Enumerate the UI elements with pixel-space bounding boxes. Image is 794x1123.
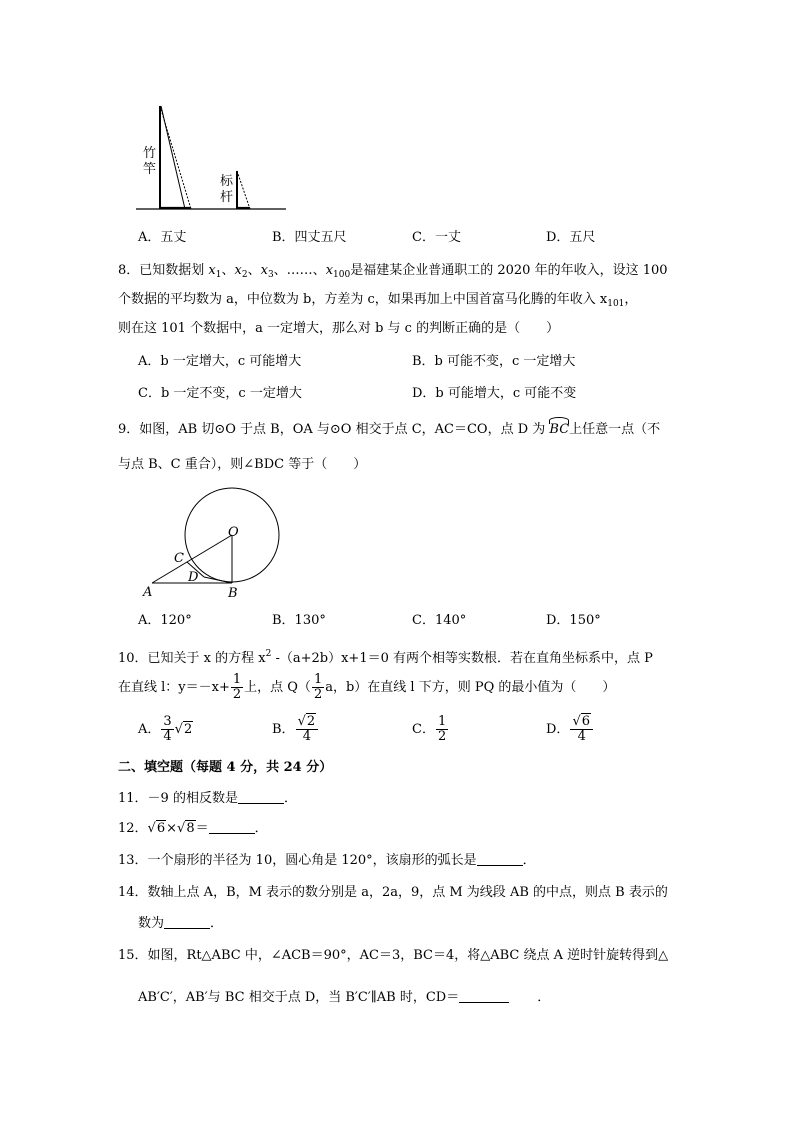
q9-stem-start: 9．如图，AB 切⊙O 于点 B，OA 与⊙O 相交于点 C，AC＝CO，点 D 为 [118,422,550,437]
q8-stem-rest: 是福建某企业普通职工的 2020 年的年收入，设这 100 [350,263,668,278]
marker-label-char-1: 标 [220,174,234,189]
q13-answer-blank[interactable] [477,852,523,866]
q10-line2-mid: 上，点 Q（ [244,680,311,695]
q10-half-fraction-2: $\frac{1}{2}$ [313,672,323,702]
q15-line-2: AB′C′，AB′与 BC 相交于点 D，当 B′C′∥AB 时，CD＝ ． [138,990,551,1005]
q8-stem-line2: 个数据的平均数为 a，中位数为 b，方差为 c，如果再加上中国首富马化腾的年收入 x [118,292,608,307]
bamboo-solid-ray [161,106,185,209]
q9-label-o: O [228,525,239,540]
q9-figure [140,490,290,600]
q14-answer-blank[interactable] [164,915,210,929]
q9-option-c[interactable]: C．140° [412,613,467,628]
q10-stem-rest: -（a+2b）x+1＝0 有两个相等实数根．若在直角坐标系中，点 P [271,651,653,666]
q9-line-2: 与点 B、C 重合），则∠BDC 等于（ ） [118,457,367,472]
q9-label-a: A [143,585,153,600]
q10-line2-end: a，b）在直线 l 下方，则 PQ 的最小值为（ ） [325,680,616,695]
q10-option-b[interactable]: B． $\frac{√2}{4}$ [272,715,319,745]
marker-label [220,174,233,206]
q9-label-d: D [188,570,199,585]
q14-line-2: 数为 ． [138,916,224,931]
q10-half-fraction-1: $\frac{1}{2}$ [232,672,242,702]
bamboo-label-char-2: 竿 [143,162,157,177]
q15-stem-end: AB′C′，AB′与 BC 相交于点 D，当 B′C′∥AB 时，CD＝ [138,990,460,1005]
q7-option-a[interactable]: A．五丈 [138,230,187,245]
q8-option-a[interactable]: A．b 一定增大，c 可能增大 [138,354,302,369]
q7-option-b[interactable]: B．四丈五尺 [272,230,347,245]
q9-option-b[interactable]: B．130° [272,613,326,628]
q10-option-d[interactable]: D． $\frac{√6}{4}$ [546,715,594,745]
q9-label-b: B [228,586,238,601]
q8-line-3: 则在这 101 个数据中，a 一定增大，那么对 b 与 c 的判断正确的是（ ） [118,321,560,336]
q7-figure [134,100,294,215]
q10-line-2 [118,673,615,703]
q13-stem: 13．一个扇形的半径为 10，圆心角是 120°，该扇形的弧长是 [118,853,477,868]
q12-line: 12．√6×√8＝ ． [118,821,268,836]
q12-answer-blank[interactable] [209,820,255,834]
section-2-title: 二、填空题（每题 4 分，共 24 分） [118,760,333,775]
q9-arc-bc: BC [549,422,570,437]
q15-line-1: 15．如图，Rt△ABC 中，∠ACB＝90°，AC＝3，BC＝4，将△ABC 绕点 A 逆时针旋转得到△ [118,948,669,963]
q7-option-d[interactable]: D．五尺 [546,230,596,245]
q11-answer-blank[interactable] [238,790,284,804]
q9-label-c: C [174,551,184,566]
q7-option-c[interactable]: C．一丈 [412,230,461,245]
q9-option-a[interactable]: A．120° [138,613,192,628]
q8-option-d[interactable]: D．b 可能增大，c 可能不变 [412,386,577,401]
q13-line: 13．一个扇形的半径为 10，圆心角是 120°，该扇形的弧长是 ． [118,853,536,868]
q9-option-d[interactable]: D．150° [546,613,601,628]
q10-line-1 [118,645,653,668]
q10-exponent: 2 [265,649,272,659]
q11-line: 11．－9 的相反数是 ． [118,791,297,806]
q10-line2-start: 在直线 l：y＝－x+ [118,680,230,695]
q14-line-1: 14．数轴上点 A，B，M 表示的数分别是 a，2a，9，点 M 为线段 AB 的中点，则点 B 表示的 [118,885,668,900]
marker-label-char-2: 杆 [220,190,234,205]
q10-option-a[interactable]: A． $\frac{3}{4}$ √2 [138,714,193,744]
marker-shadow-ray [237,171,250,209]
segment-db [204,577,232,583]
bamboo-label-char-1: 竹 [143,146,157,161]
q9-stem-rest: 上任意一点（不 [569,422,661,437]
q8-x101-subscript: 101 [607,299,625,309]
q8-line-2: 个数据的平均数为 a，中位数为 b，方差为 c，如果再加上中国首富马化腾的年收入 $x_{101}$， [118,292,638,309]
q11-stem: 11．－9 的相反数是 [118,791,238,806]
q15-answer-blank[interactable] [459,989,509,1003]
q8-option-c[interactable]: C．b 一定不变，c 一定增大 [138,386,302,401]
q9-line-1 [118,421,660,439]
q10-stem-start: 10．已知关于 x 的方程 x [118,651,266,666]
q8-stem-start: 8．已知数据划 [118,263,209,278]
q8-option-b[interactable]: B．b 可能不变，c 一定增大 [412,354,576,369]
bamboo-label [143,146,156,178]
q8-line-1: 8．已知数据划 $x_1$、$x_2$、$x_3$、……、$x_{100}$是福建某企业普通职工的 2020 年的年收入，设这 100 [118,263,668,280]
q10-option-c[interactable]: C． $\frac{1}{2}$ [412,714,447,744]
